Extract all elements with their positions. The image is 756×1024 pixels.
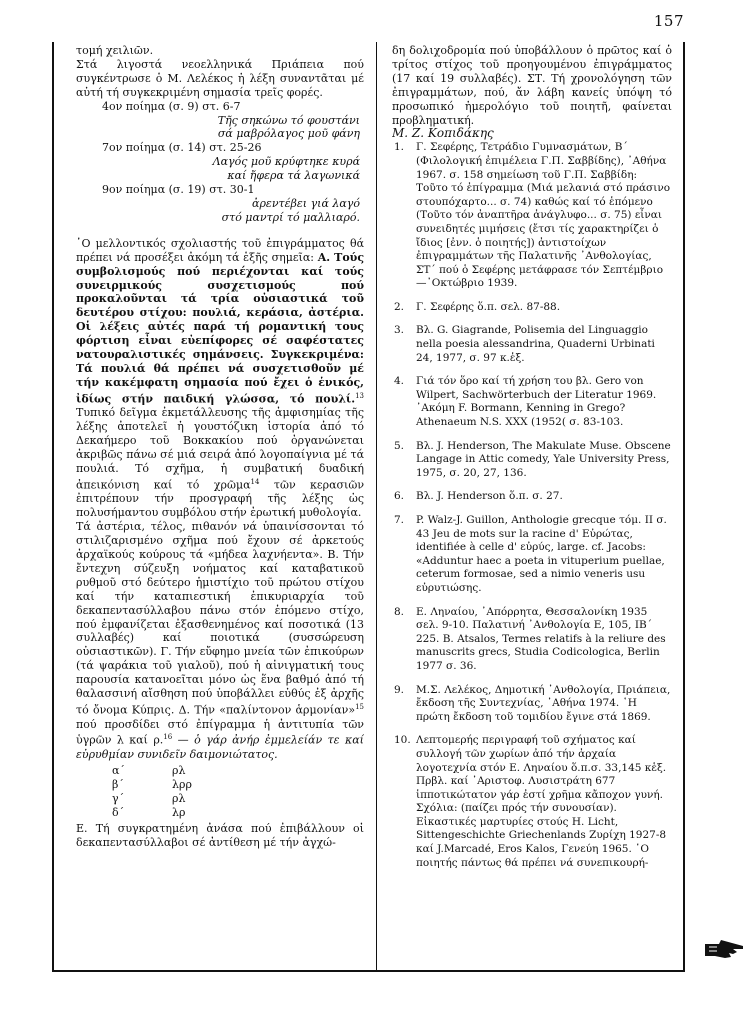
footnote-text: Ε. Ληναίου, ᾿Απόρρητα, Θεσσαλονίκη 1935 σελ. 9-10. Παλατινή ᾿Ανθολογία Ε, 105, ΙΒ΄ 225. B. Atsalos, Termes relatifs à la reliure des manuscrits grecs, Studia Codicologica, Berlin 1977 σ. 36. <box>416 605 666 672</box>
footnote <box>392 606 672 674</box>
row-label: β΄ <box>112 777 124 791</box>
footnote-number: 4. <box>394 375 405 388</box>
footnote-number: 7. <box>394 514 405 526</box>
footnotes <box>392 141 672 870</box>
column-divider <box>376 42 377 972</box>
footnote-text: Γ. Σεφέρης ὅ.π. σελ. 87-88. <box>416 300 561 313</box>
footnote-number: 1. <box>394 141 405 154</box>
footnote-text: Βλ. G. Giagrande, Polisemia del Linguaggio nella poesia alessandrina, Quaderni Urbinati 24, 1977, σ. 97 κ.ἑξ. <box>416 324 655 364</box>
footnote-number: 6. <box>394 490 405 503</box>
footnote-text: P. Walz-J. Guillon, Anthologie grecque τόμ. II σ. 43 Jeu de mots sur la racine d' Εὐρώτας, identifiée à celle d' εὐρύς, large. cf. Jacobs: «Adduntur haec a poeta in vituperium puellae, ceterum formosae, sed a nimio veneris usu εὐρυτιώσης. <box>416 514 667 594</box>
footnote-text: Μ.Σ. Λελέκος, Δημοτική ᾿Ανθολογία, Πριάπεια, ἔκδοση τῆς Συντεχνίας, ᾿Αθήνα 1974. ῾Η πρώτη ἔκδοση τοῦ τομιδίου ἔγινε στά 1869. <box>416 683 671 723</box>
footnote-text: Βλ. J. Henderson ὅ.π. σ. 27. <box>416 490 563 503</box>
opening-line: τομή χειλιῶν. <box>76 44 154 57</box>
closing-paragraph: Ε. Τή συγκρατημένη ἀνάσα πού ἐπιβάλλουν οἱ δεκαπεντασύλλαβοι σέ ἀντίθεση μέ τήν ἀγχώ- <box>76 821 364 849</box>
right-column <box>392 44 672 964</box>
continuation-paragraph: δη δολιχοδρομία πού ὑποβάλλουν ὁ πρῶτος καί ὁ τρίτος στίχος τοῦ προηγουμένου ἐπιγράμματος (17 καί 19 συλλαβές). ΣΤ. Τή χρονολόγηση τῶν ἐπιγραμμάτων, πού, ἄν λάβη κανείς ὑπόψη τό προσωπικό ἡμερολόγιο τοῦ ποιητῆ, φαίνεται προβληματική. <box>392 44 672 127</box>
footnote-number: 2. <box>394 300 405 313</box>
footnote-text: Βλ. J. Henderson, The Makulate Muse. Obscene Langage in Attic comedy, Yale University Press, 1975, σ. 20, 27, 136. <box>416 439 671 479</box>
commentary-text: ῾Ο μελλοντικός σχολιαστής τοῦ ἐπιγράμματος θά πρέπει νά προσέξει ἀκόμη τά ἑξῆς σημεῖα: <box>76 236 364 264</box>
table-row <box>112 764 364 778</box>
poem-excerpt <box>76 141 364 183</box>
footnote <box>392 734 672 870</box>
footnote <box>392 301 672 315</box>
table-row <box>112 778 364 792</box>
commentary-paragraph <box>76 520 364 762</box>
greek-quote: — ὁ γάρ ἀνήρ ἐμμελείάν τε καί εὐρυθμίαν συνιδεῖν δαιμονιώτατος. <box>76 734 364 762</box>
poem-heading: 4ον ποίημα (σ. 9) στ. 6-7 <box>102 99 241 113</box>
table-row <box>112 792 364 806</box>
poem-line: Λαγός μοῦ κρύφτηκε κυρά <box>212 155 360 169</box>
footnote-ref: 13 <box>355 391 364 400</box>
poem-line: στό μαντρί τό μαλλιαρό. <box>221 210 360 224</box>
page-number: 157 <box>653 12 684 30</box>
footnote-number: 8. <box>394 605 405 618</box>
commentary-text: πού προσδίδει στό ἐπίγραμμα ἡ ἀντιτυπία τῶν ὑγρῶν λ καί ρ. <box>76 717 364 748</box>
footnote <box>392 684 672 725</box>
row-value: λρ <box>172 805 186 819</box>
row-value: ρλ <box>172 791 186 805</box>
footnote-number: 3. <box>394 324 405 337</box>
commentary-text: Τά ἀστέρια, τέλος, πιθανόν νά ὑπαινίσσονται τό στιλιζαρισμένο σχῆμα πού ἔχουν σέ ἀρκετούς ἀρχαϊκούς κούρους τά «μήδεα λαχνήεντα». Β. Τήν ἔντεχνη σύζευξη νοήματος καί καταβατικοῦ ρυθμοῦ στό δεύτερο ἡμιστίχιο τοῦ πρώτου στίχου καί τήν καταπιεστική ἐπικυριαρχία τοῦ δεκαπεντασύλλαβου πάνω στόν ἑπόμενο στίχο, πού ἐμφανίζεται ἐξασθενημένος καί ποσοτικά (13 συλλαβές) καί ποιοτικά (συσσώρευση οὐσιαστικῶν). Γ. Τήν εὔφημο μνεία τῶν ἐπικούρων (τά ψαράκια τοῦ γιαλοῦ), πού ἡ αἰνιγματική τους παρουσία κατανοεῖται μόνο ὡς ἕνα βαθμό ἀπό τή θαλασσινή αἴσθηση πού ὑποβάλλει εὐθύς ἐξ ἀρχῆς τό ὄνομα Κύπρις. Δ. Τήν «παλίντονον ἁρμονίαν» <box>76 520 364 717</box>
footnote-ref: 16 <box>163 733 173 742</box>
footnote <box>392 141 672 291</box>
footnote-number: 10. <box>394 734 411 747</box>
row-value: λρρ <box>172 777 192 791</box>
author-signature: Μ. Ζ. Κοπιδάκης <box>392 126 494 141</box>
poem-excerpt <box>76 183 364 225</box>
footnote-text: Γιά τόν ὅρο καί τή χρήση του βλ. Gero von Wilpert, Sachwörterbuch der Literatur 1969. ᾿Ακόμη F. Bormann, Kenning in Grego? Athenaeum N.S. XXX (1952( σ. 83-103. <box>416 375 657 429</box>
footnote <box>392 490 672 504</box>
left-column <box>76 44 364 964</box>
commentary-text: Τυπικό δεῖγμα ἐκμετάλλευσης τῆς ἀμφισημίας τῆς λέξης ἀποτελεῖ ἡ γουστόζικη ἱστορία ἀπό τό Δεκαήμερο τοῦ Βοκκακίου πού ὀργανώνεται ἀκριβῶς πάνω σέ μιά σειρά ἀπό λογοπαίγνια μέ τά πουλιά. Τό σχῆμα, ἡ συμβατική δυαδική ἀπεικόνιση καί τό χρῶμα <box>76 406 364 492</box>
row-label: γ΄ <box>112 791 125 805</box>
row-label: α΄ <box>112 763 125 777</box>
poem-heading: 9ον ποίημα (σ. 19) στ. 30-1 <box>102 183 255 197</box>
footnote-text: Γ. Σεφέρης, Τετράδιο Γυμνασμάτων, Β΄ (Φιλολογική ἐπιμέλεια Γ.Π. Σαββίδης), ᾿Αθήνα 1967. σ. 158 σημείωση τοῦ Γ.Π. Σαββίδη: Τοῦτο τό ἐπίγραμμα (Μιά μελανιά στό πράσινο στουπόχαρτο... σ. 74) καθώς καί τό ἑπόμενο (Τοῦτο τόν ἀναπτῆρα ἀνάγλυφο... σ. 75) εἶναι συνειδητές μιμήσεις (ἔτσι τίς χαρακτηρίζει ὁ ἴδιος [ἐνν. ὁ ποιητής]) ἀντιστοίχων ἐπιγραμμάτων τῆς Παλατινῆς ᾿Ανθολογίας, ΣΤ΄ πού ὁ Σεφέρης μετάφρασε τόν Σεπτέμβριο—᾿Οκτώβριο 1939. <box>416 141 671 290</box>
pointing-hand-icon <box>703 936 747 962</box>
footnote-ref: 15 <box>355 703 364 711</box>
intro-paragraph: Στά λιγοστά νεοελληνικά Πριάπεια πού συγκέντρωσε ὁ Μ. Λελέκος ἡ λέξη συναντᾶται μέ αὐτή τή συγκεκριμένη σημασία τρεῖς φορές. <box>76 57 364 99</box>
poem-line: Τῆς σηκώνω τό φουστάνι <box>217 113 360 127</box>
poem-line: σά μαβρόλαγος μοῦ φάνη <box>217 127 360 141</box>
footnote <box>392 440 672 481</box>
footnote-number: 5. <box>394 439 405 452</box>
table-row <box>112 806 364 820</box>
row-label: δ΄ <box>112 805 125 819</box>
commentary-point-a: Α. Τούς συμβολισμούς πού περιέχονται καί τούς συνειρμικούς συσχετισμούς πού προκαλοῦνται τά τρία οὐσιαστικά τοῦ δευτέρου στίχου: πουλιά, κεράσια, ἀστέρια. Οἱ λέξεις αὐτές παρά τή ρομαντική τους φόρτιση εἶναι εὐεπίφορες σέ σαφέστατες νατουραλιστικές σημάνσεις. Συγκεκριμένα: Τά πουλιά θά πρέπει νά συσχετισθοῦν μέ τήν κακέμφατη σημασία πού ἔχει ὁ ἑνικός, ἰδίως στήν παιδική γλώσσα, τό πουλί. <box>76 250 364 406</box>
commentary-text: τῶν κερασιῶν ἐπιτρέπουν τήν προσγραφή τῆς λέξης ὡς πολυσήμαντου συμβόλου στήν ἐρωτική μυθολογία. <box>76 478 364 520</box>
poem-line: καί ἤφερα τά λαγωνικά <box>227 169 360 183</box>
footnote <box>392 324 672 365</box>
sound-pattern-table <box>112 764 364 820</box>
footnote-ref: 14 <box>250 477 260 486</box>
footnote-text: Λεπτομερής περιγραφή τοῦ σχήματος καί συλλογή τῶν χωρίων ἀπό τήν ἀρχαία λογοτεχνία στόν Ε. Ληναίου ὅ.π.σ. 33,145 κἑξ. Πρβλ. καί ᾿Αριστοφ. Λυσιστράτη 677 ἱπποτικώτατον γάρ ἐστί χρῆμα κἄποχον γυνή. Σχόλια: (παίζει πρός τήν συνουσίαν). Εἰκαστικές μαρτυρίες στούς H. Licht, Sittengeschichte Griechenlands Ζυρίχη 1927-8 καί J.Marcadé, Eros Kalos, Γενεύη 1965. ῾Ο ποιητής πάντως θά πρέπει νά συνεπικουρή- <box>416 734 667 869</box>
poem-heading: 7ον ποίημα (σ. 14) στ. 25-26 <box>102 141 262 155</box>
commentary-paragraph <box>76 237 364 520</box>
row-value: ρλ <box>172 763 186 777</box>
poem-line: ἀρεντέβει γιά λαγό <box>252 196 360 210</box>
footnote <box>392 514 672 596</box>
footnote <box>392 375 672 429</box>
poem-excerpt <box>76 100 364 142</box>
footnote-number: 9. <box>394 683 405 696</box>
